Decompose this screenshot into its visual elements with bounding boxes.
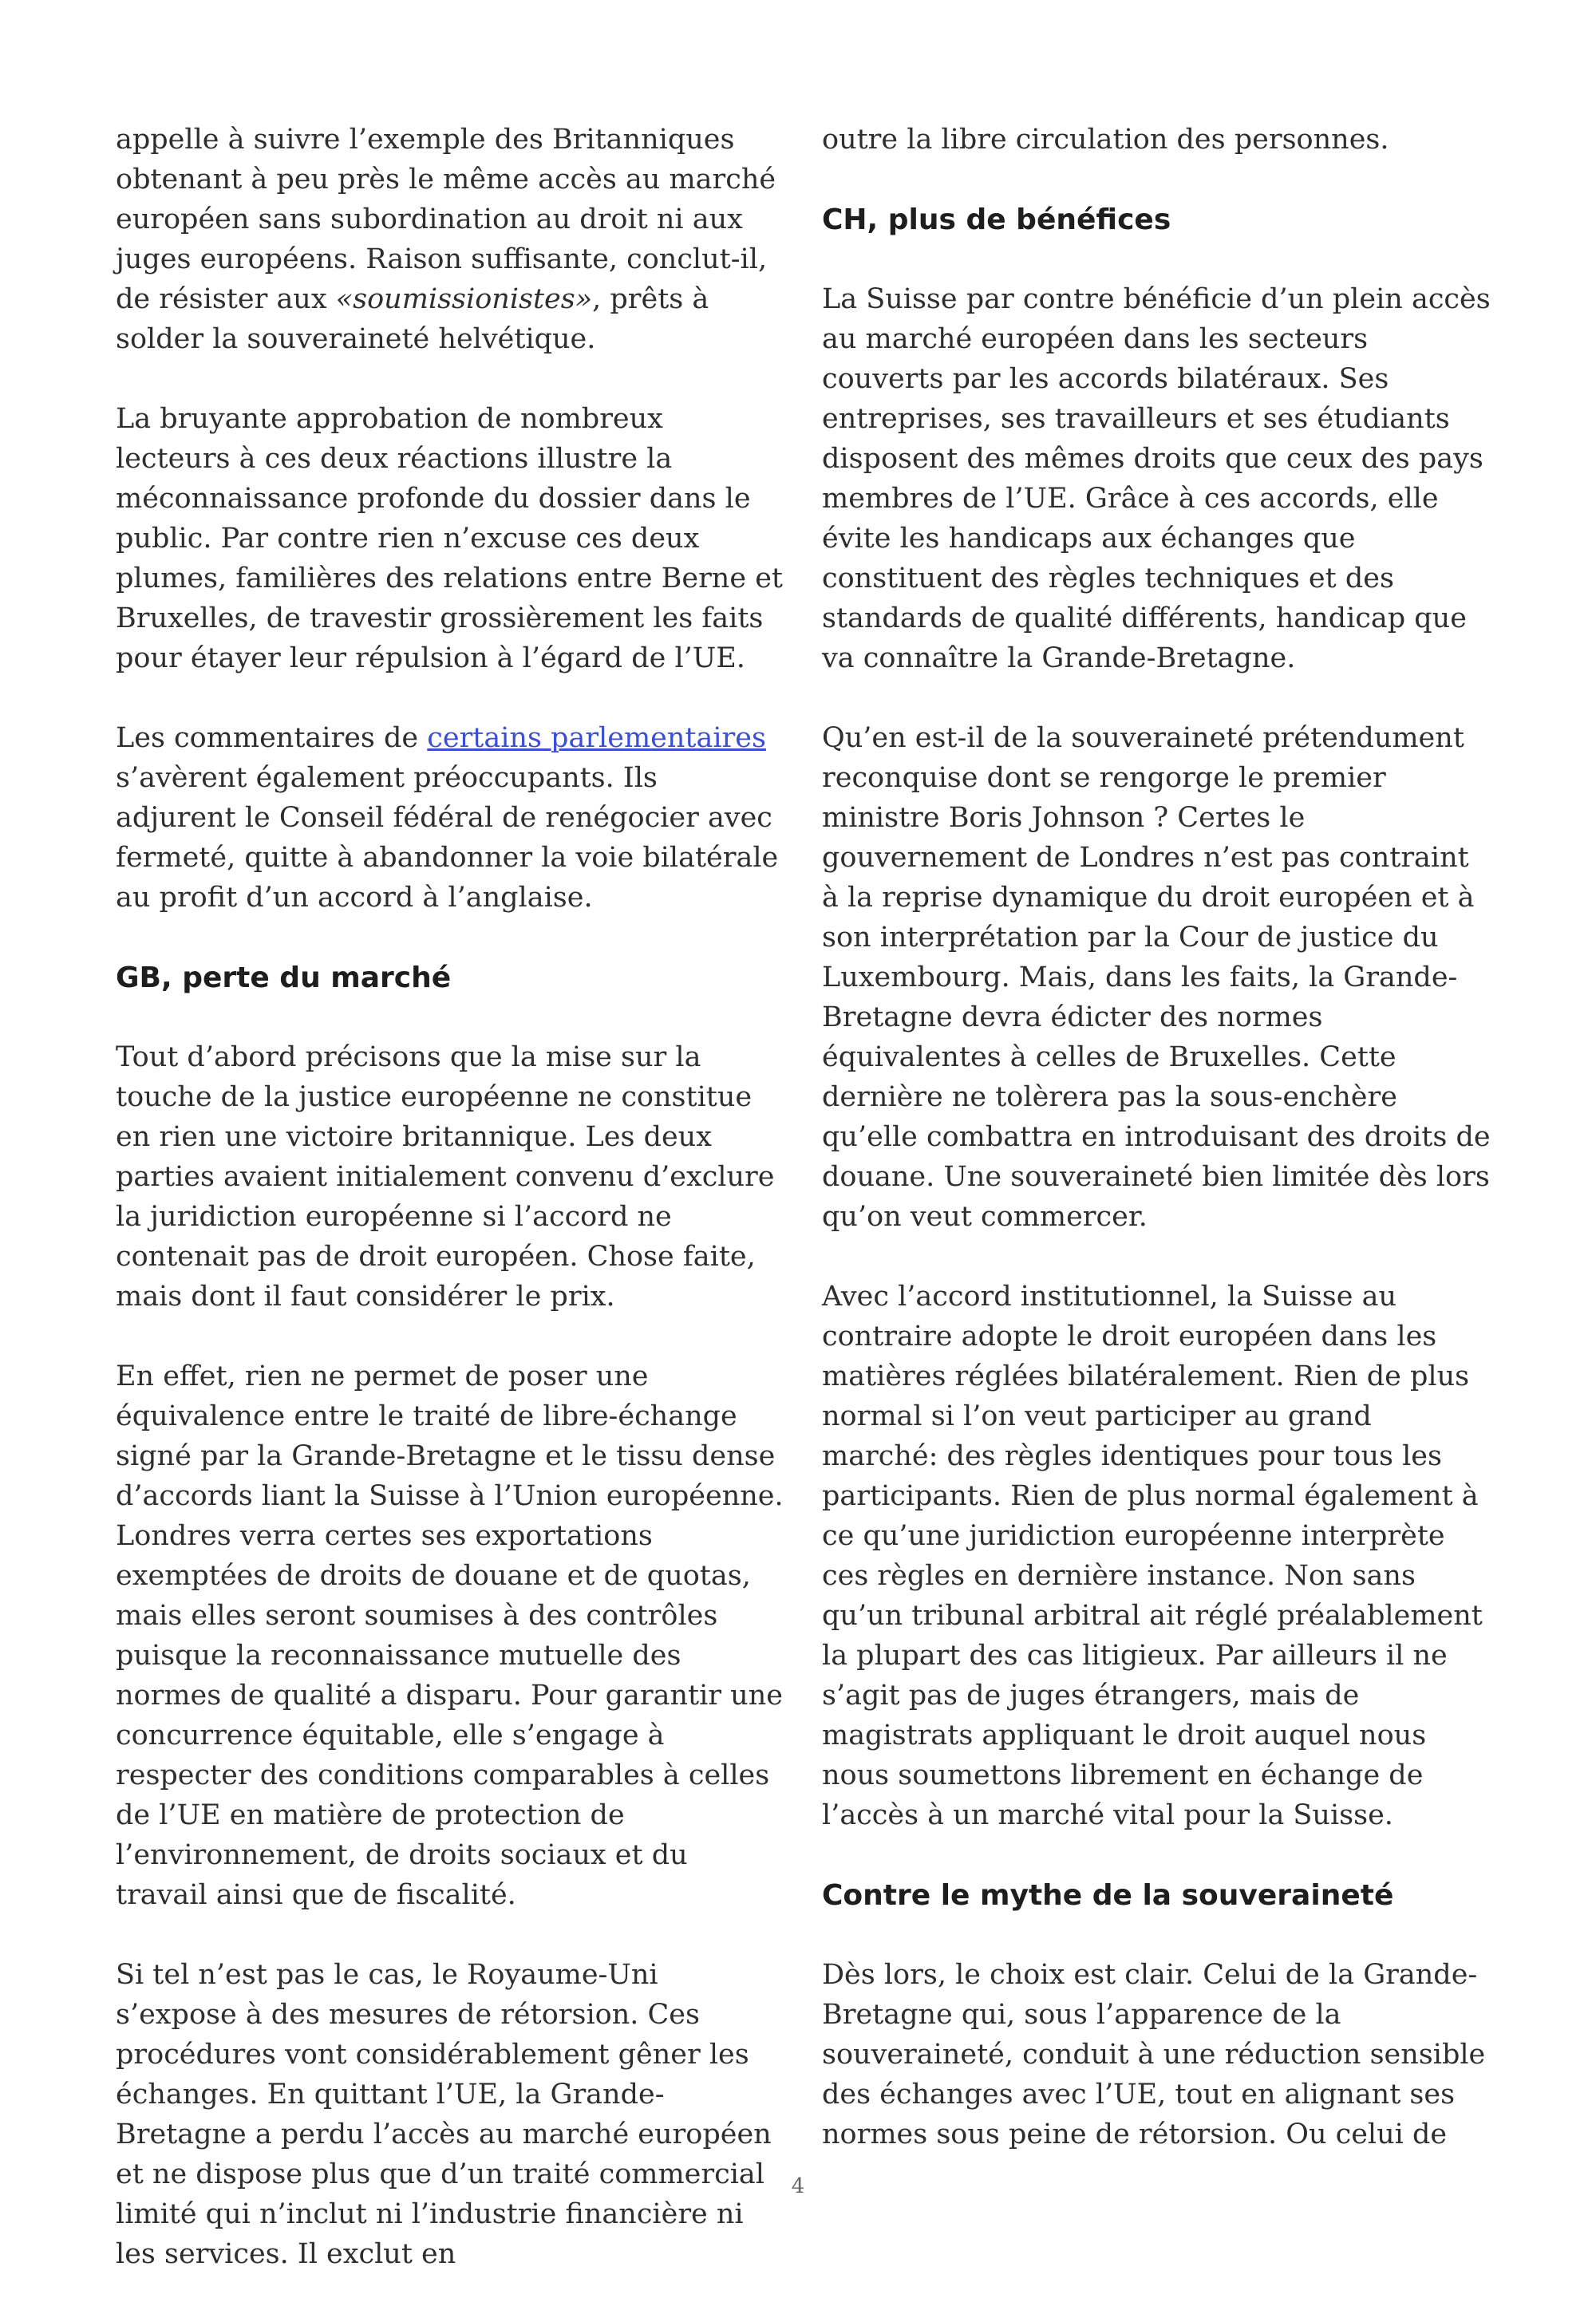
parlementaires-link[interactable]: certains parlementaires bbox=[427, 722, 766, 754]
left-column bbox=[116, 120, 786, 2314]
section-heading: CH, plus de bénéfices bbox=[822, 203, 1171, 236]
paragraph: Si tel n’est pas le cas, le Royaume-Uni s’expose à des mesures de rétorsion. Ces procédures vont considérablement gêner les échanges. En quittant l’UE, la Grande-Bretagne a perdu l’accès au marché européen et ne dispose plus que d’un traité commercial limité qui n’inclut ni l’industrie financière ni les services. Il exclut en bbox=[116, 1959, 772, 2270]
page-number: 4 bbox=[791, 2174, 805, 2198]
right-column bbox=[822, 120, 1492, 2194]
emphasis-text: «soumissionistes» bbox=[335, 283, 593, 315]
section-heading: GB, perte du marché bbox=[116, 962, 452, 994]
paragraph: En effet, rien ne permet de poser une équivalence entre le traité de libre-échange signé par la Grande-Bretagne et le tissu dense d’accords liant la Suisse à l’Union européenne. Londres verra certes ses exportations exemptées de droits de douane et de quotas, mais elles seront soumises à des contrôles puisque la reconnaissance mutuelle des normes de qualité a disparu. Pour garantir une concurrence équitable, elle s’engage à respecter des conditions comparables à celles de l’UE en matière de protection de l’environnement, de droits sociaux et du travail ainsi que de fiscalité. bbox=[116, 1360, 784, 1911]
paragraph: La Suisse par contre bénéficie d’un plein accès au marché européen dans les secteurs couverts par les accords bilatéraux. Ses entreprises, ses travailleurs et ses étudiants disposent des mêmes droits que ceux des pays membres de l’UE. Grâce à ces accords, elle évite les handicaps aux échanges que constituent des règles techniques et des standards de qualité différents, handicap que va connaître la Grande-Bretagne. bbox=[822, 283, 1491, 674]
section-heading: Contre le mythe de la souveraineté bbox=[822, 1879, 1394, 1912]
paragraph: outre la libre circulation des personnes. bbox=[822, 124, 1389, 156]
paragraph: Les commentaires de certains parlementaires s’avèrent également préoccupants. Ils adjurent le Conseil fédéral de renégocier avec fermeté, quitte à abandonner la voie bilatérale au profit d’un accord à l’anglaise. bbox=[116, 722, 779, 914]
paragraph: Avec l’accord institutionnel, la Suisse au contraire adopte le droit européen dans les matières réglées bilatéralement. Rien de plus normal si l’on veut participer au grand marché: des règles identiques pour tous les participants. Rien de plus normal également à ce qu’une juridiction européenne interprète ces règles en dernière instance. Non sans qu’un tribunal arbitral ait réglé préalablement la plupart des cas litigieux. Par ailleurs il ne s’agit pas de juges étrangers, mais de magistrats appliquant le droit auquel nous nous soumettons librement en échange de l’accès à un marché vital pour la Suisse. bbox=[822, 1281, 1483, 1831]
paragraph: Tout d’abord précisons que la mise sur la touche de la justice européenne ne constitue en rien une victoire britannique. Les deux parties avaient initialement convenu d’exclure la juridiction européenne si l’accord ne contenait pas de droit européen. Chose faite, mais dont il faut considérer le prix. bbox=[116, 1041, 775, 1313]
paragraph: La bruyante approbation de nombreux lecteurs à ces deux réactions illustre la méconnaissance profonde du dossier dans le public. Par contre rien n’excuse ces deux plumes, familières des relations entre Berne et Bruxelles, de travestir grossièrement les faits pour étayer leur répulsion à l’égard de l’UE. bbox=[116, 403, 783, 674]
paragraph: appelle à suivre l’exemple des Britanniques obtenant à peu près le même accès au marché européen sans subordination au droit ni aux juges européens. Raison suffisante, conclut-il, de résister aux «soumissionistes», prêts à solder la souveraineté helvétique. bbox=[116, 124, 776, 355]
paragraph: Dès lors, le choix est clair. Celui de la Grande-Bretagne qui, sous l’apparence de la souveraineté, conduit à une réduction sensible des échanges avec l’UE, tout en alignant ses normes sous peine de rétorsion. Ou celui de bbox=[822, 1959, 1486, 2150]
paragraph: Qu’en est-il de la souveraineté prétendument reconquise dont se rengorge le premier ministre Boris Johnson ? Certes le gouvernement de Londres n’est pas contraint à la reprise dynamique du droit européen et à son interprétation par la Cour de justice du Luxembourg. Mais, dans les faits, la Grande-Bretagne devra édicter des normes équivalentes à celles de Bruxelles. Cette dernière ne tolèrera pas la sous-enchère qu’elle combattra en introduisant des droits de douane. Une souveraineté bien limitée dès lors qu’on veut commercer. bbox=[822, 722, 1491, 1233]
